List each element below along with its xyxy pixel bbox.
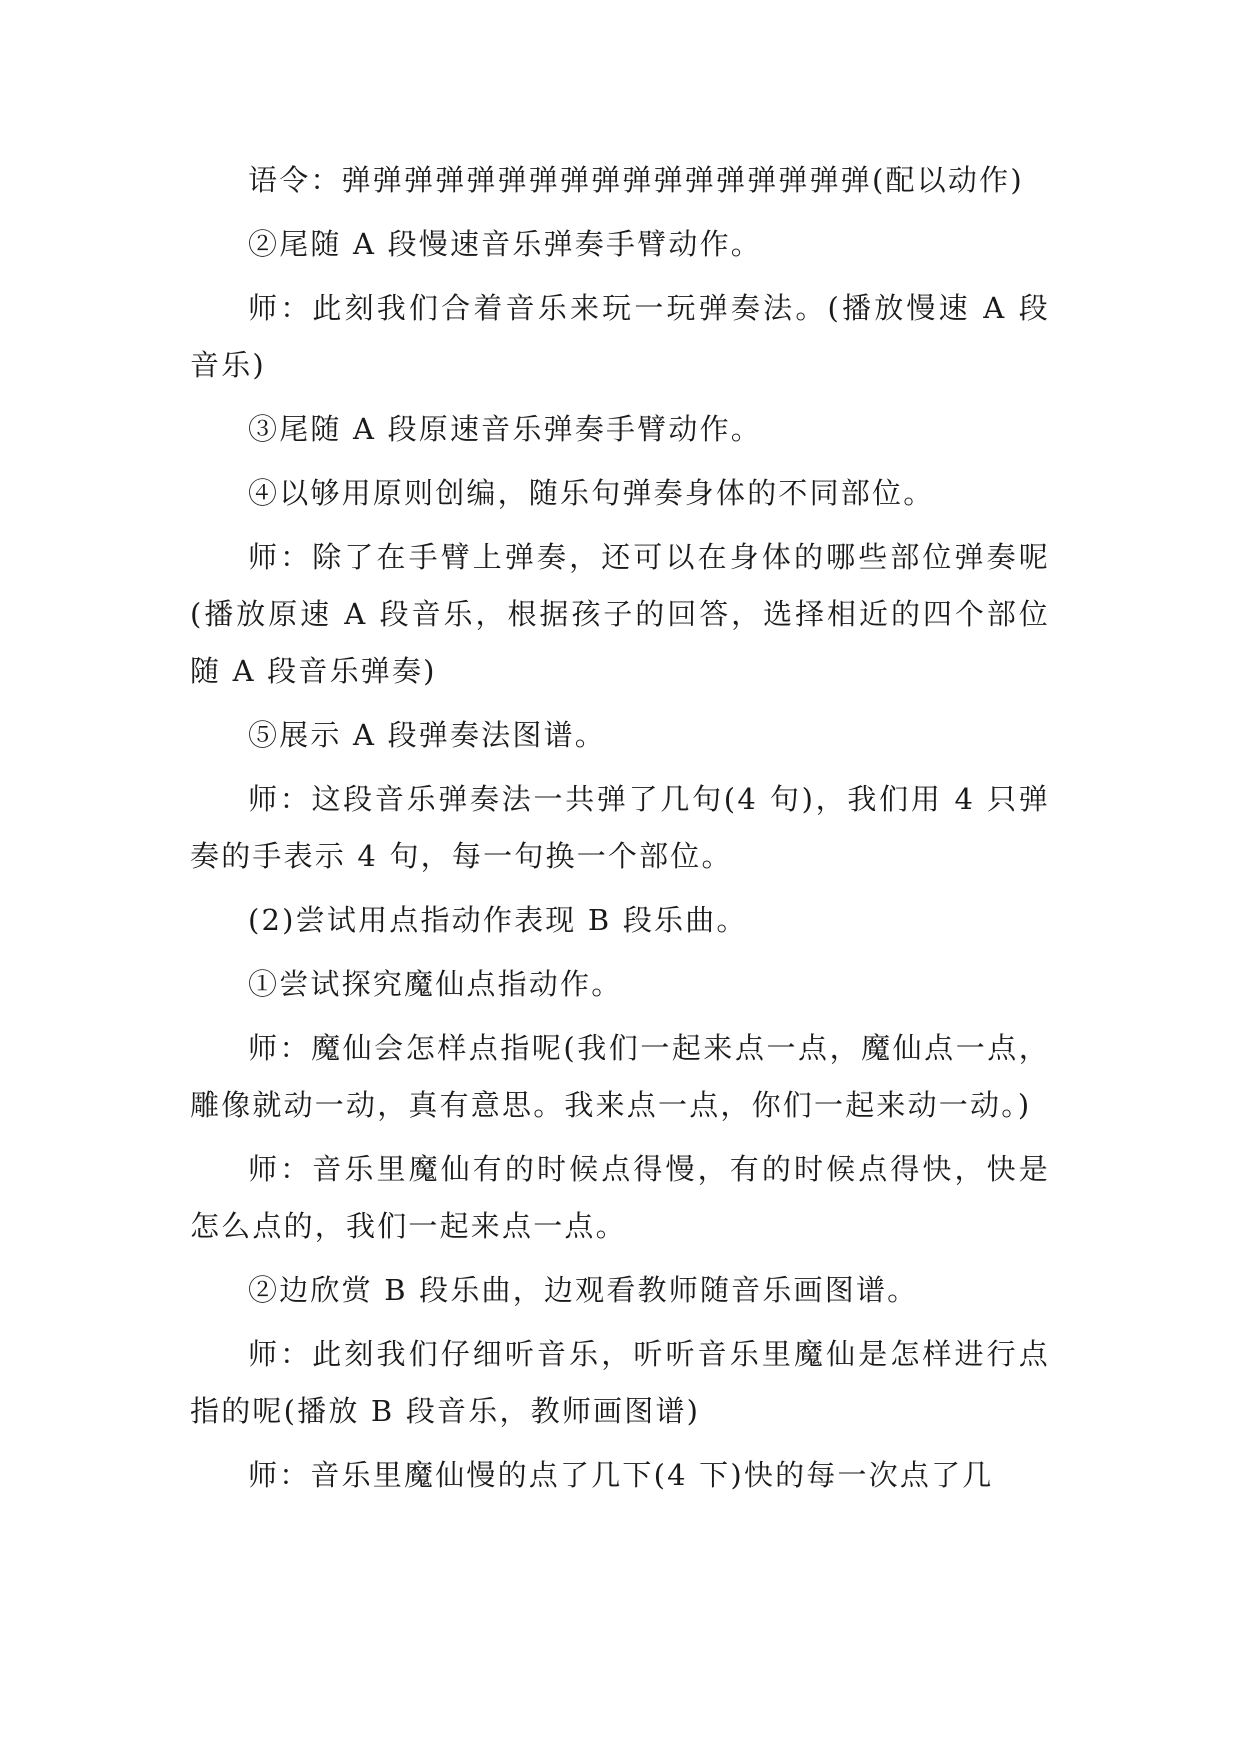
document-page: [190, 152, 1050, 1511]
paragraph-chant: 语令：弹弹弹弹弹弹弹弹弹弹弹弹弹弹弹弹弹(配以动作): [248, 163, 1024, 197]
paragraph-teacher-body-parts: 师：除了在手臂上弹奏，还可以在身体的哪些部位弹奏呢(播放原速 A 段音乐，根据孩子的回答，选择相近的四个部位随 A 段音乐弹奏): [190, 540, 1050, 688]
paragraph-step-5-chart: ⑤展示 A 段弹奏法图谱。: [248, 718, 606, 752]
paragraph-step-4-create: ④以够用原则创编，随乐句弹奏身体的不同部位。: [248, 476, 935, 510]
paragraph-section-b: (2)尝试用点指动作表现 B 段乐曲。: [248, 903, 748, 937]
paragraph-teacher-count: 师：音乐里魔仙慢的点了几下(4 下)快的每一次点了几: [248, 1458, 994, 1492]
paragraph-teacher-listen: 师：此刻我们仔细听音乐，听听音乐里魔仙是怎样进行点指的呢(播放 B 段音乐，教师画图谱): [190, 1337, 1050, 1428]
paragraph-teacher-four-phrases: 师：这段音乐弹奏法一共弹了几句(4 句)，我们用 4 只弹奏的手表示 4 句，每一句换一个部位。: [190, 782, 1050, 873]
paragraph-teacher-slow-music: 师：此刻我们合着音乐来玩一玩弹奏法。(播放慢速 A 段音乐): [190, 291, 1050, 382]
paragraph-teacher-magic-point: 师：魔仙会怎样点指呢(我们一起来点一点，魔仙点一点，雕像就动一动，真有意思。我来点一点，你们一起来动一动。): [190, 1031, 1050, 1122]
paragraph-step-2-appreciate: ②边欣赏 B 段乐曲，边观看教师随音乐画图谱。: [248, 1273, 919, 1307]
paragraph-teacher-fast-slow: 师：音乐里魔仙有的时候点得慢，有的时候点得快，快是怎么点的，我们一起来点一点。: [190, 1152, 1050, 1243]
paragraph-step-2-slow: ②尾随 A 段慢速音乐弹奏手臂动作。: [248, 227, 762, 261]
paragraph-step-3-original: ③尾随 A 段原速音乐弹奏手臂动作。: [248, 412, 762, 446]
paragraph-step-1-explore: ①尝试探究魔仙点指动作。: [248, 967, 623, 1001]
